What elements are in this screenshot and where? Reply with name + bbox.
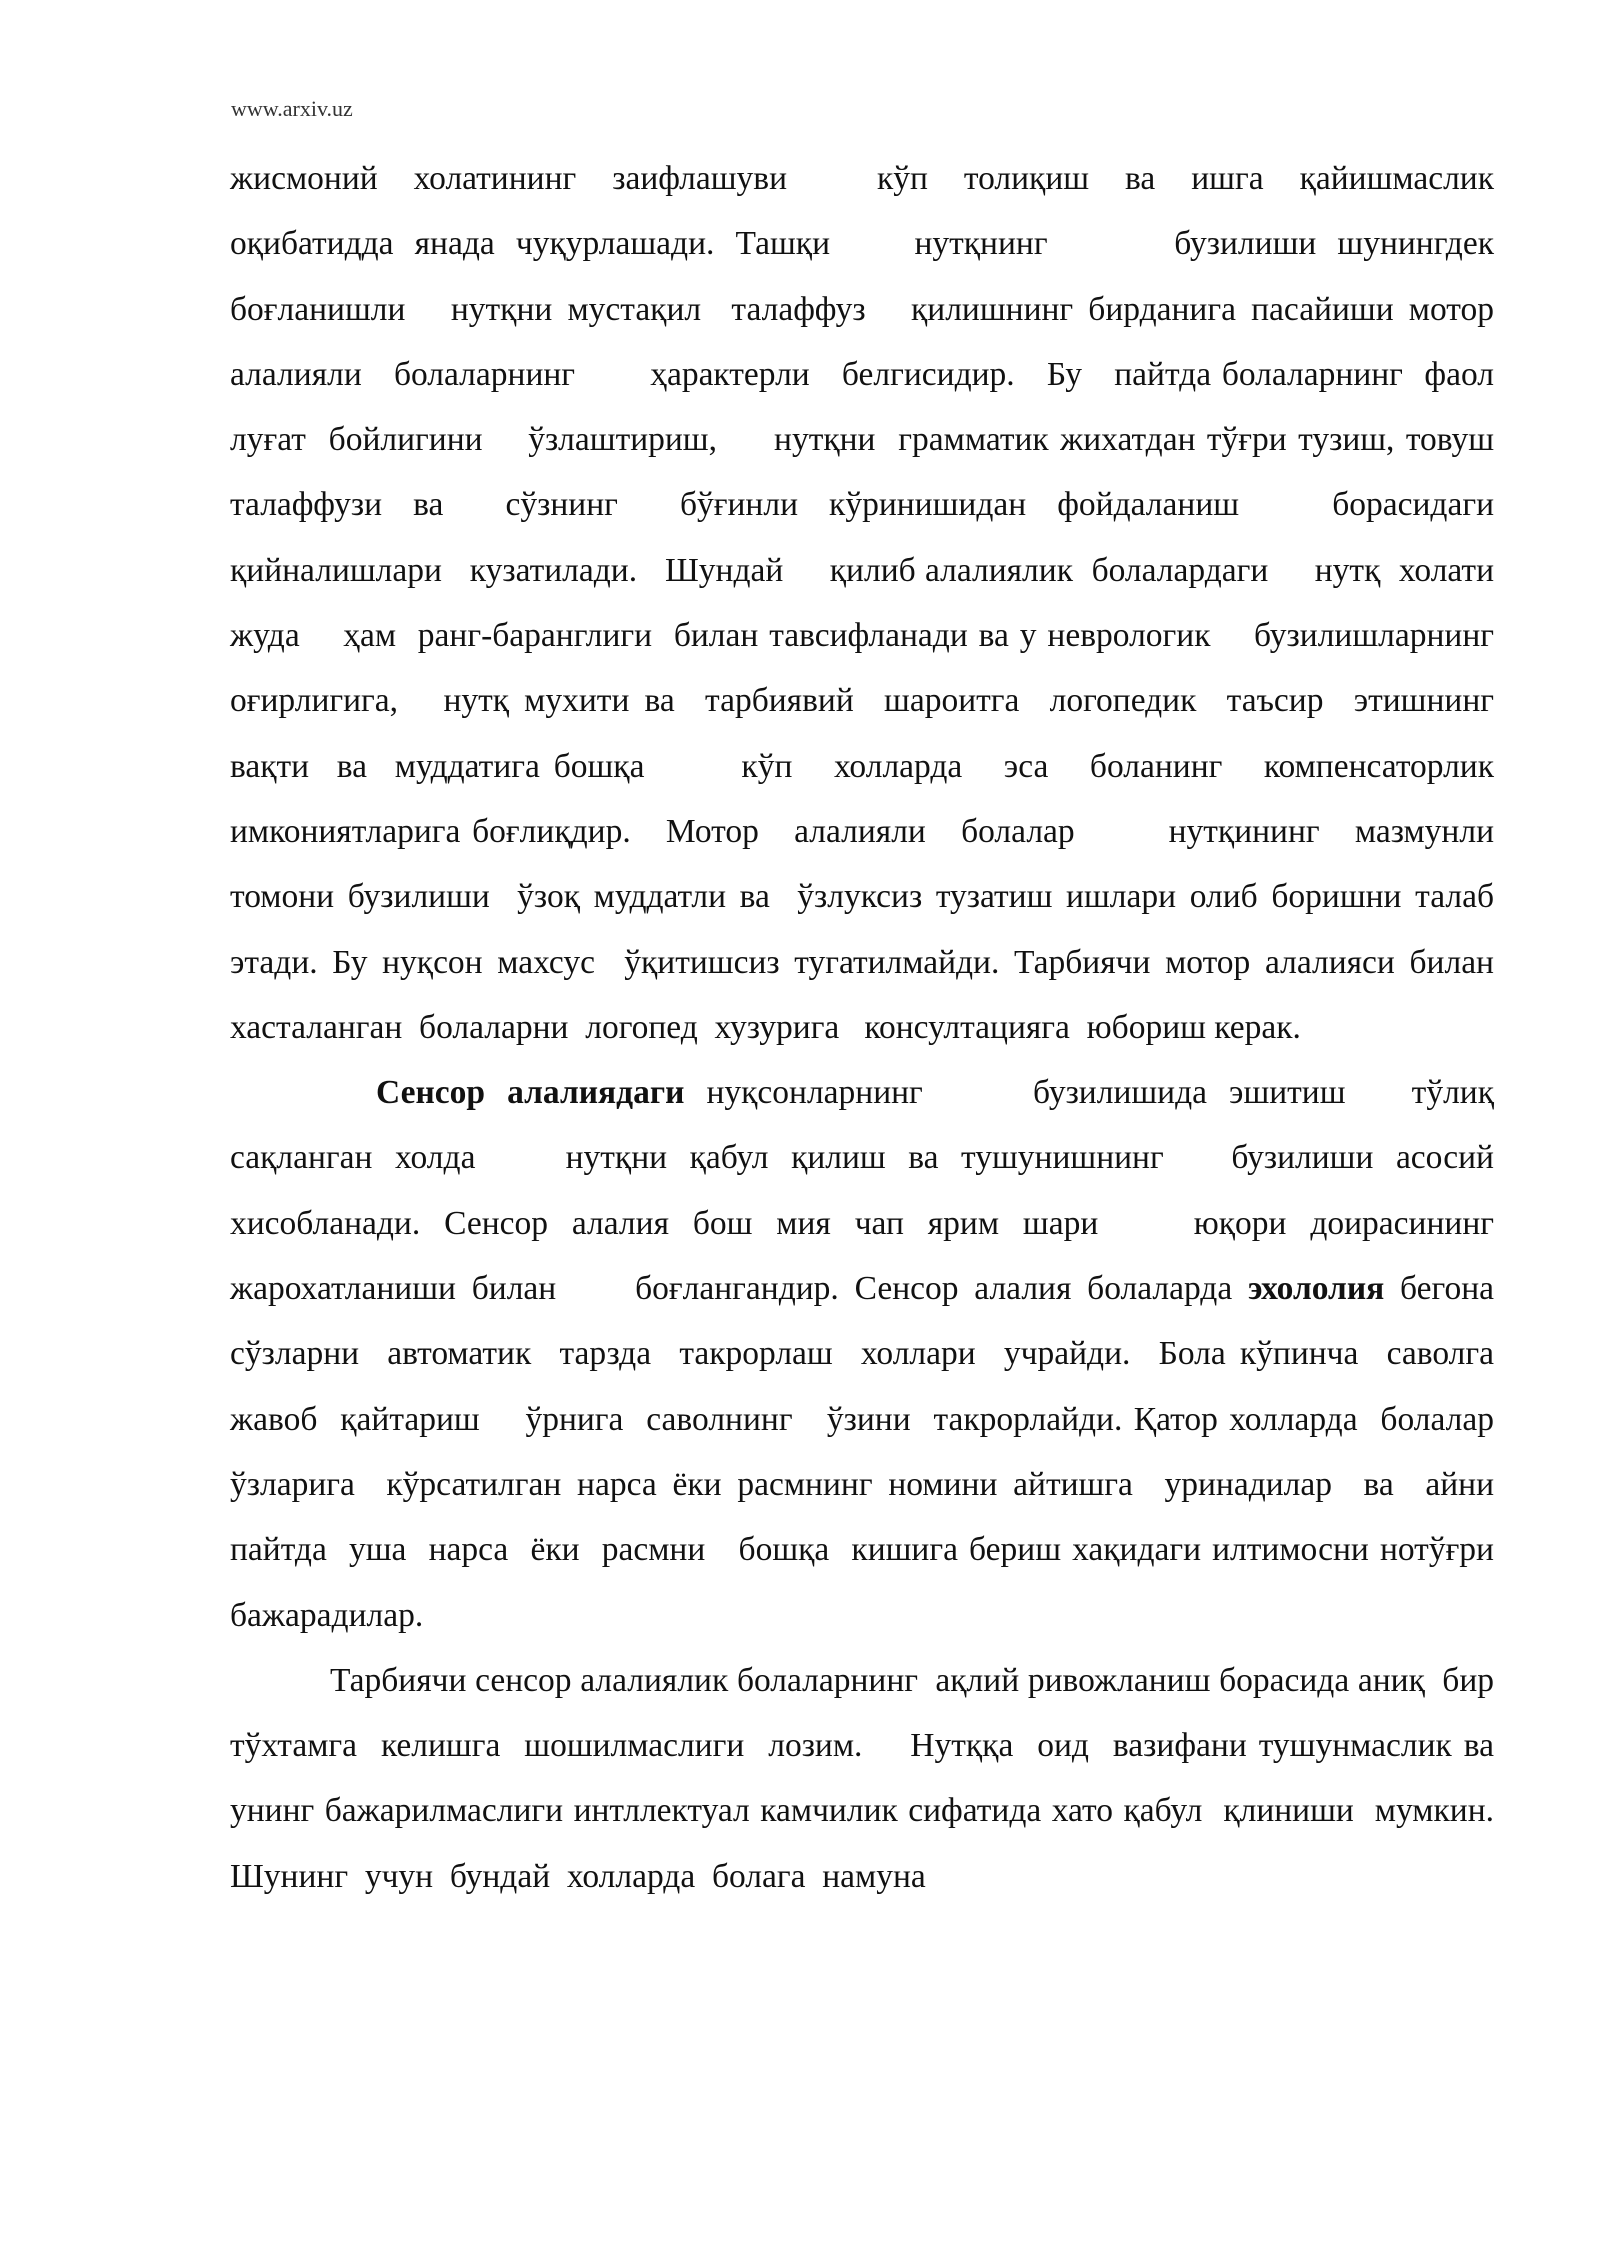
paragraph-educator-advice: Тарбиячи сенсор алалиялик болаларнинг ақлий ривожланиш борасида аниқ бир тўхтамга келишга шошилмаслиги лозим. Нутққа оид вазифани тушунмаслик ва унинг бажарилмаслиги интллектуал камчилик сифатида хато қабул қлиниши мумкин. Шунинг учун бундай холларда болага намуна [230, 1661, 1511, 1895]
paragraph-sensor-alalia [230, 1060, 1528, 1648]
bold-term-echolalia: эхололия [1248, 1270, 1385, 1308]
document-body [230, 146, 1528, 1909]
bold-term-sensor-alalia: Сенсор алалиядаги [376, 1074, 685, 1112]
paragraph-motor-alalia: жисмоний холатининг заифлашуви кўп толиқиш ва ишга қайишмаслик оқибатидда янада чуқурлашади. Ташқи нутқнинг бузилиши шунингдек боғланишли нутқни мустақил талаффуз қилишнинг бирданига пасайиши мотор алалияли болаларнинг ҳарактерли белгисидир. Бу пайтда болаларнинг фаол луғат бойлигини ўзлаштириш, нутқни грамматик жихатдан тўғри тузиш, товуш талаффузи ва сўзнинг бўғинли кўринишидан фойдаланиш борасидаги қийналишлари кузатилади. Шундай қилиб алалиялик болалардаги нутқ холати жуда ҳам ранг-баранглиги билан тавсифланади ва у неврологик бузилишларнинг оғирлигига, нутқ мухити ва тарбиявий шароитга логопедик таъсир этишнинг вақти ва муддатига бошқа кўп холларда эса боланинг компенсаторлик имкониятларига боғлиқдир. Мотор алалияли болалар нутқининг мазмунли томони бузилиши ўзоқ муддатли ва ўзлуксиз тузатиш ишлари олиб боришни талаб этади. Бу нуқсон махсус ўқитишсиз тугатилмайди. Тарбиячи мотор алалияси билан хасталанган болаларни логопед хузурига консултацияга юбориш керак. [230, 160, 1528, 1046]
paragraph-text-part-2: бегона сўзларни автоматик тарзда такрорлаш холлари учрайди. Бола кўпинча саволга жавоб қайтариш ўрнига саволнинг ўзини такрорлайди. Қатор холларда болалар ўзларига кўрсатилган нарса ёки расмнинг номини айтишга уринадилар ва айни пайтда уша нарса ёки расмни бошқа кишига бериш хақидаги илтимосни нотўғри бажарадилар. [230, 1270, 1528, 1634]
paragraph-text-part-1: нуқсонларнинг бузилишида эшитиш тўлиқ сақланган холда нутқни қабул қилиш ва тушунишнинг бузилиши асосий хисобланади. Сенсор алалия бош мия чап ярим шари юқори доирасининг жарохатланиши билан боғлангандир. Сенсор алалия болаларда [230, 1074, 1503, 1308]
page-header-url: www.arxiv.uz [231, 96, 353, 121]
